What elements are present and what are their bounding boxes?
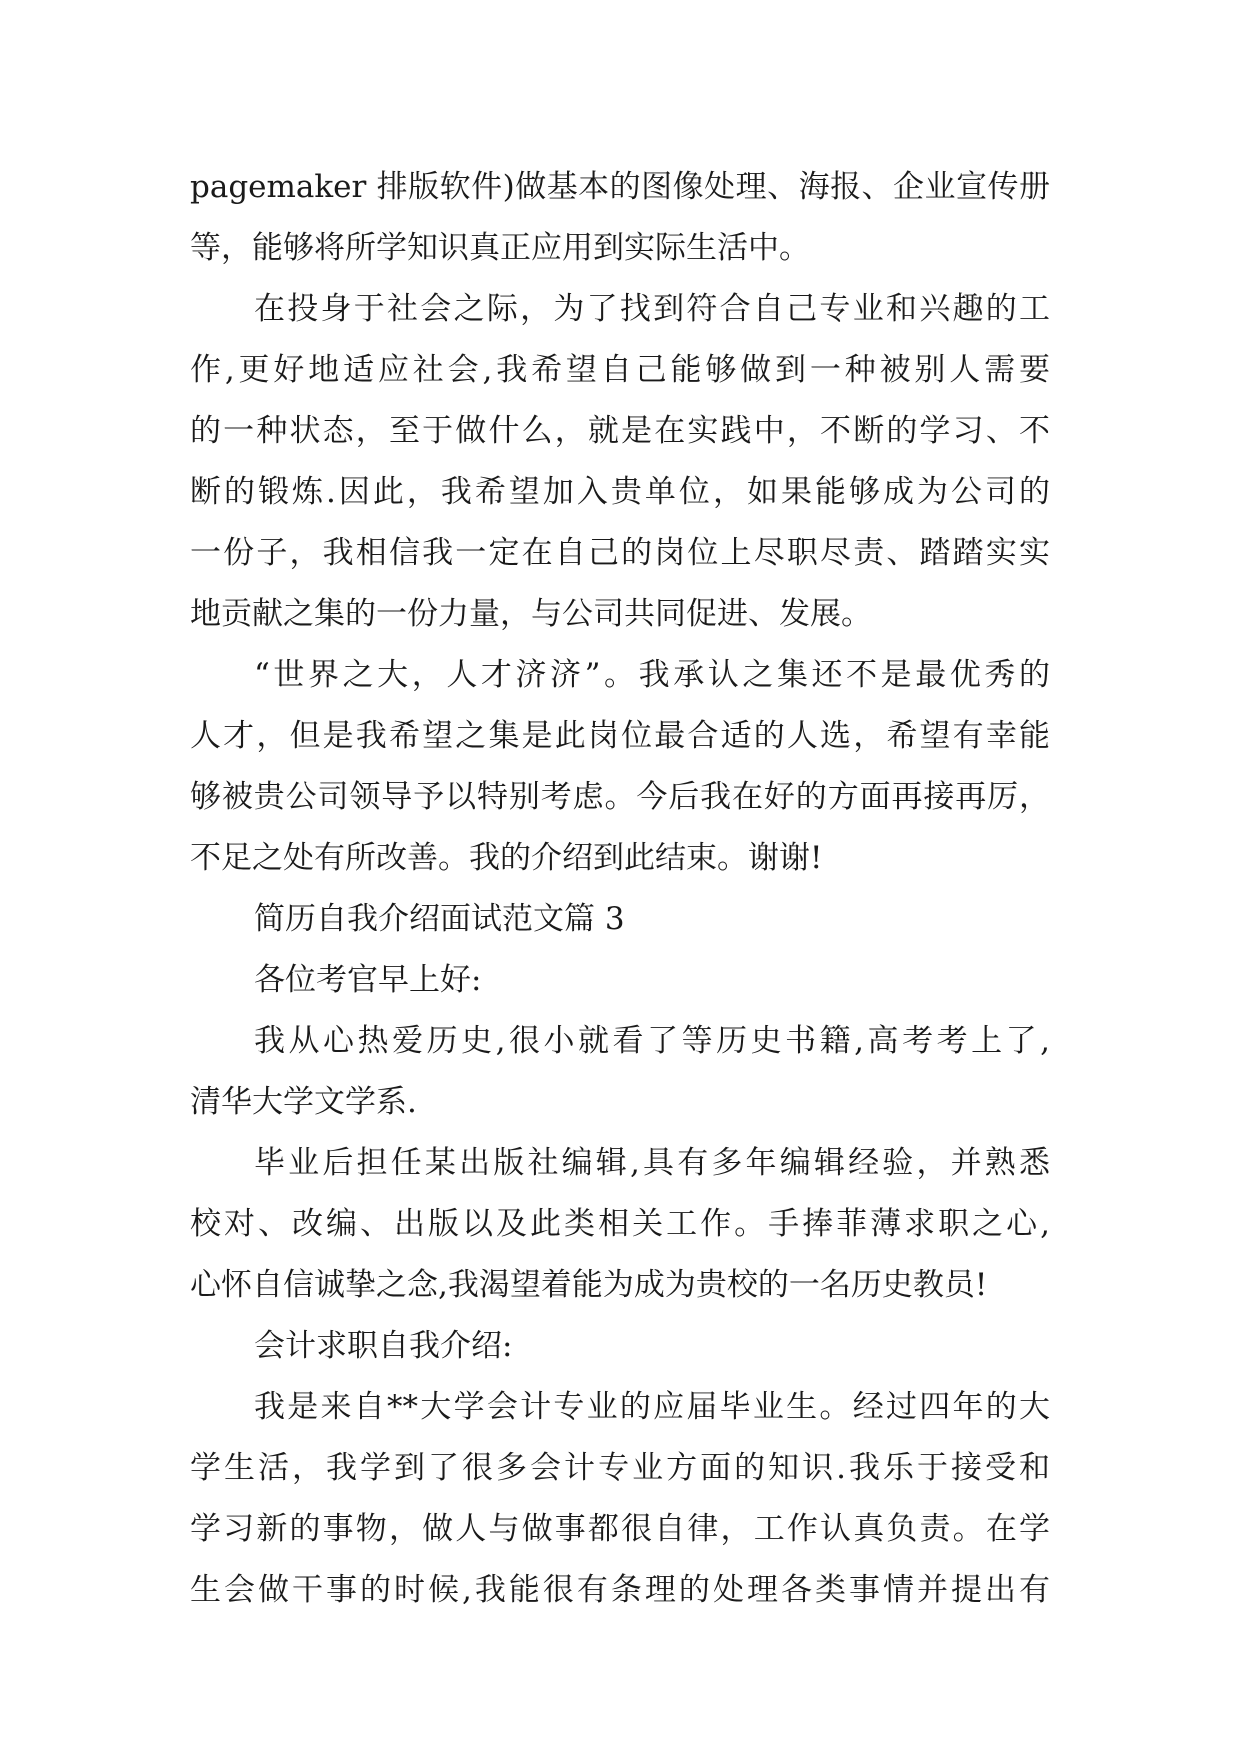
text-line: 各位考官早上好:	[254, 962, 482, 998]
text-line: pagemaker 排版软件)做基本的图像处理、海报、企业宣传册	[190, 169, 1050, 205]
text-line: 心怀自信诚挚之念,我渴望着能为成为贵校的一名历史教员!	[190, 1267, 988, 1303]
text-line: 会计求职自我介绍:	[254, 1328, 513, 1364]
text-line: 等，能够将所学知识真正应用到实际生活中。	[190, 230, 810, 266]
text-line: 作,更好地适应社会,我希望自己能够做到一种被别人需要	[190, 352, 1050, 388]
text-line: 不足之处有所改善。我的介绍到此结束。谢谢!	[190, 840, 823, 876]
text-line: 人才，但是我希望之集是此岗位最合适的人选，希望有幸能	[190, 718, 1050, 754]
paragraph	[190, 1384, 1050, 1628]
text-line: 够被贵公司领导予以特别考虑。今后我在好的方面再接再厉，	[190, 779, 1050, 815]
document-body	[190, 164, 1050, 1628]
text-line: 简历自我介绍面试范文篇 3	[254, 901, 625, 937]
text-line: 生会做干事的时候,我能很有条理的处理各类事情并提出有	[190, 1572, 1050, 1608]
text-line: 学生活，我学到了很多会计专业方面的知识.我乐于接受和	[190, 1450, 1050, 1486]
text-line: 毕业后担任某出版社编辑,具有多年编辑经验，并熟悉	[254, 1145, 1050, 1181]
text-line: 我是来自**大学会计专业的应届毕业生。经过四年的大	[254, 1389, 1050, 1425]
text-line: 学习新的事物，做人与做事都很自律，工作认真负责。在学	[190, 1511, 1050, 1547]
paragraph	[190, 1323, 1050, 1384]
paragraph	[190, 1018, 1050, 1140]
text-line: 断的锻炼.因此，我希望加入贵单位，如果能够成为公司的	[190, 474, 1050, 510]
text-line: 地贡献之集的一份力量，与公司共同促进、发展。	[190, 596, 872, 632]
text-line: 校对、改编、出版以及此类相关工作。手捧菲薄求职之心,	[190, 1206, 1050, 1242]
text-line: 在投身于社会之际，为了找到符合自己专业和兴趣的工	[254, 291, 1050, 327]
text-line: 的一种状态，至于做什么，就是在实践中，不断的学习、不	[190, 413, 1050, 449]
paragraph	[190, 164, 1050, 286]
text-line: 一份子，我相信我一定在自己的岗位上尽职尽责、踏踏实实	[190, 535, 1050, 571]
paragraph	[190, 896, 1050, 957]
paragraph	[190, 1140, 1050, 1323]
paragraph	[190, 286, 1050, 652]
text-line: “世界之大，人才济济”。我承认之集还不是最优秀的	[254, 657, 1050, 693]
paragraph	[190, 957, 1050, 1018]
text-line: 我从心热爱历史,很小就看了等历史书籍,高考考上了,	[254, 1023, 1050, 1059]
paragraph	[190, 652, 1050, 896]
text-line: 清华大学文学系.	[190, 1084, 417, 1120]
